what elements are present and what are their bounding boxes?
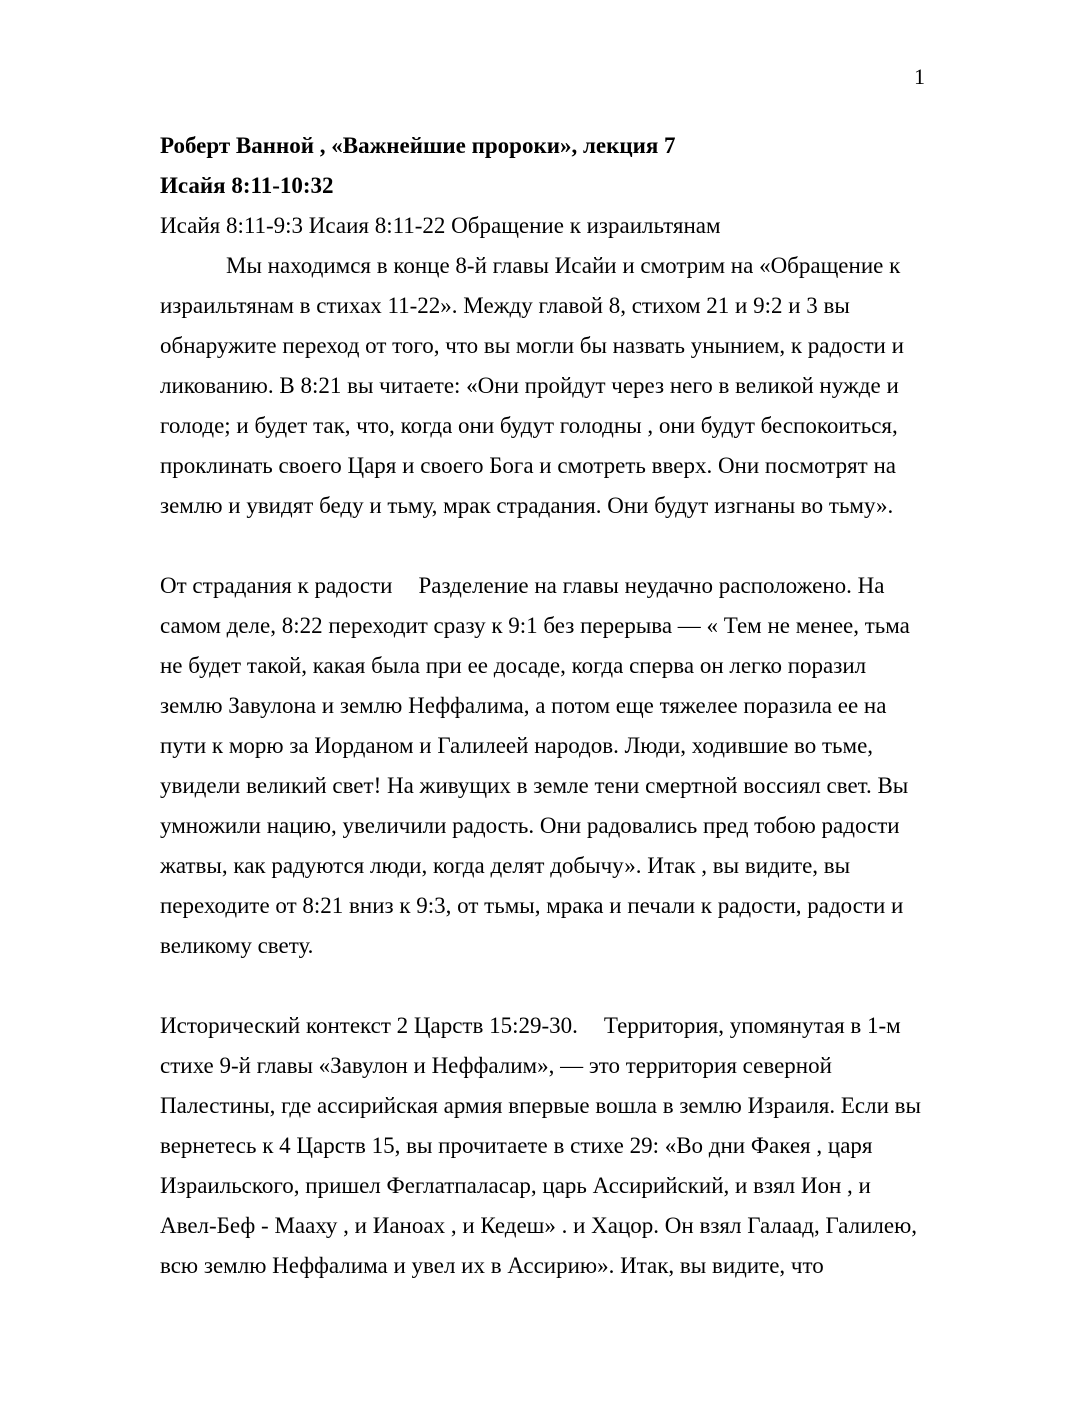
document-subtitle: Исайя 8:11-10:32 bbox=[160, 173, 334, 198]
paragraph-line: пути к морю за Иорданом и Галилеей народов. Люди, ходившие во тьме, bbox=[160, 733, 874, 758]
paragraph-line: не будет такой, какая была при ее досаде, когда сперва он легко поразил bbox=[160, 653, 867, 678]
paragraph-line: проклинать своего Царя и своего Бога и смотреть вверх. Они посмотрят на bbox=[160, 453, 896, 478]
paragraph-line: Палестины, где ассирийская армия впервые вошла в землю Израиля. Если вы bbox=[160, 1093, 921, 1118]
document-title: Роберт Ванной , «Важнейшие пророки», лекция 7 bbox=[160, 133, 676, 158]
paragraph-line: ликованию. В 8:21 вы читаете: «Они пройдут через него в великой нужде и bbox=[160, 373, 899, 398]
paragraph-line: жатвы, как радуются люди, когда делят добычу». Итак , вы видите, вы bbox=[160, 853, 851, 878]
run-in-heading: От страдания к радости bbox=[160, 573, 393, 598]
paragraph-2 bbox=[160, 566, 940, 966]
document-body bbox=[160, 126, 940, 1286]
paragraph-line: самом деле, 8:22 переходит сразу к 9:1 без перерыва — « Тем не менее, тьма bbox=[160, 613, 910, 638]
paragraph-first-line bbox=[160, 566, 940, 606]
run-in-heading: Исторический контекст 2 Царств 15:29-30. bbox=[160, 1013, 578, 1038]
paragraph-spacer bbox=[160, 966, 940, 1006]
paragraph-line: голоде; и будет так, что, когда они будут голодны , они будут беспокоиться, bbox=[160, 413, 898, 438]
page-number: 1 bbox=[914, 64, 925, 89]
paragraph-line: Мы находимся в конце 8-й главы Исайи и смотрим на «Обращение к bbox=[226, 253, 901, 278]
paragraph-line: Израильского, пришел Феглатпаласар, царь Ассирийский, и взял Ион , и bbox=[160, 1173, 871, 1198]
paragraph-line: всю землю Неффалима и увел их в Ассирию». Итак, вы видите, что bbox=[160, 1253, 824, 1278]
paragraph-line: израильтянам в стихах 11-22». Между главой 8, стихом 21 и 9:2 и 3 вы bbox=[160, 293, 850, 318]
section-heading: Исайя 8:11-9:3 Исаия 8:11-22 Обращение к израильтянам bbox=[160, 213, 721, 238]
paragraph-line: увидели великий свет! На живущих в земле тени смертной воссиял свет. Вы bbox=[160, 773, 909, 798]
paragraph-1 bbox=[160, 246, 940, 526]
paragraph-line: вернетесь к 4 Царств 15, вы прочитаете в стихе 29: «Во дни Факея , царя bbox=[160, 1133, 873, 1158]
paragraph-line: землю и увидят беду и тьму, мрак страдания. Они будут изгнаны во тьму». bbox=[160, 493, 894, 518]
paragraph-line-text: Разделение на главы неудачно расположено. На bbox=[418, 573, 885, 598]
paragraph-line: умножили нацию, увеличили радость. Они радовались пред тобою радости bbox=[160, 813, 900, 838]
paragraph-line: землю Завулона и землю Неффалима, а потом еще тяжелее поразила ее на bbox=[160, 693, 887, 718]
paragraph-first-line bbox=[160, 1006, 940, 1046]
paragraph-line: обнаружите переход от того, что вы могли бы назвать унынием, к радости и bbox=[160, 333, 904, 358]
paragraph-3 bbox=[160, 1006, 940, 1286]
paragraph-line: переходите от 8:21 вниз к 9:3, от тьмы, мрака и печали к радости, радости и bbox=[160, 893, 904, 918]
paragraph-line: великому свету. bbox=[160, 933, 314, 958]
paragraph-line: стихе 9-й главы «Завулон и Неффалим», — это территория северной bbox=[160, 1053, 832, 1078]
paragraph-line-text: Территория, упомянутая в 1-м bbox=[603, 1013, 901, 1038]
paragraph-spacer bbox=[160, 526, 940, 566]
paragraph-line: Авел-Беф - Мааху , и Ианоах , и Кедеш» . и Хацор. Он взял Галаад, Галилею, bbox=[160, 1213, 918, 1238]
